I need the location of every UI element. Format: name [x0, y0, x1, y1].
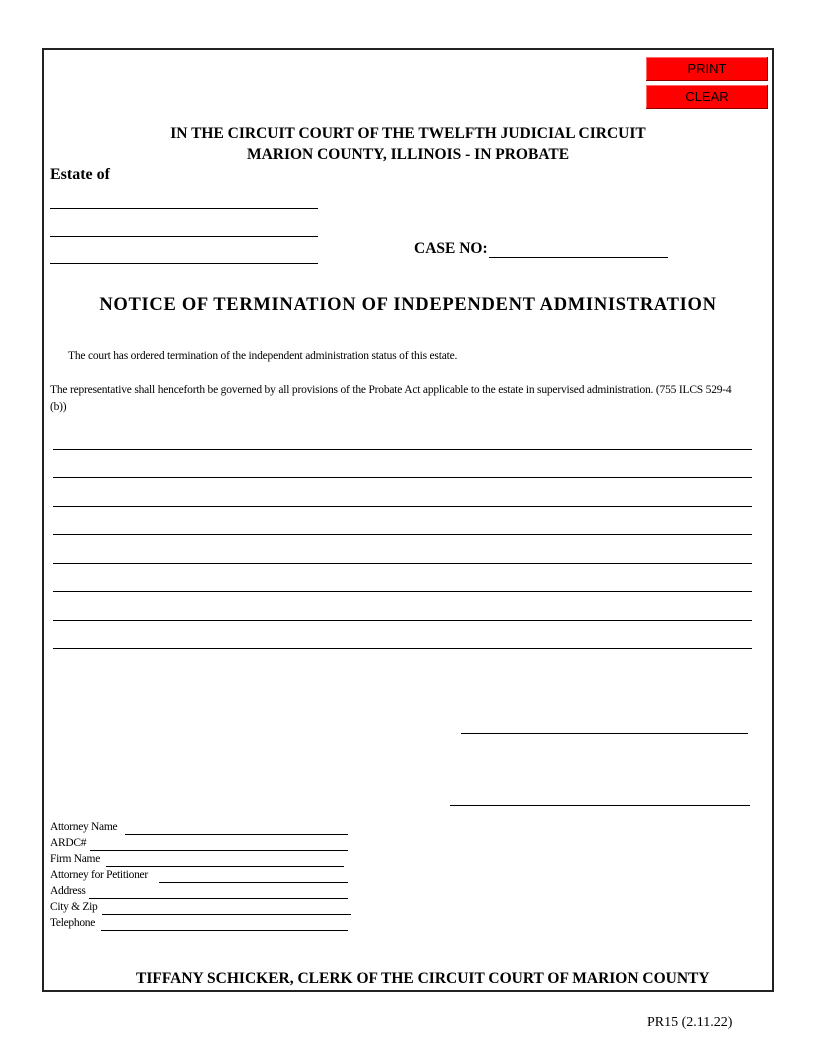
court-header-line2: MARION COUNTY, ILLINOIS - IN PROBATE: [246, 146, 570, 163]
remarks-line-4[interactable]: [53, 534, 752, 535]
attorney-name-label: Attorney Name: [50, 821, 118, 833]
court-header-line1: IN THE CIRCUIT COURT OF THE TWELFTH JUDICIAL CIRCUIT: [170, 125, 646, 142]
address-label: Address: [50, 885, 86, 897]
city-zip-field[interactable]: [102, 914, 351, 915]
attorney-name-field[interactable]: [125, 834, 348, 835]
clear-button[interactable]: CLEAR: [646, 85, 768, 109]
remarks-line-2[interactable]: [53, 477, 752, 478]
form-number: PR15 (2.11.22): [647, 1015, 733, 1030]
case-number-field[interactable]: [489, 257, 668, 258]
print-button[interactable]: PRINT: [646, 57, 768, 81]
firm-name-label: Firm Name: [50, 853, 100, 865]
body-paragraph-2: The representative shall henceforth be governed by all provisions of the Probate Act applicable to the estate in supervised administration. (755 ILCS 529-4 (b)): [50, 384, 732, 413]
case-number-label: CASE NO:: [414, 240, 488, 257]
body-paragraph-1: The court has ordered termination of the independent administration status of this estate.: [68, 350, 458, 362]
attorney-for-petitioner-label: Attorney for Petitioner: [50, 869, 148, 881]
remarks-line-8[interactable]: [53, 648, 752, 649]
remarks-line-7[interactable]: [53, 620, 752, 621]
address-field[interactable]: [89, 898, 348, 899]
estate-label: Estate of: [50, 166, 110, 183]
telephone-field[interactable]: [101, 930, 348, 931]
remarks-line-1[interactable]: [53, 449, 752, 450]
firm-name-field[interactable]: [106, 866, 344, 867]
remarks-line-3[interactable]: [53, 506, 752, 507]
ardc-field[interactable]: [90, 850, 348, 851]
estate-name-line-1[interactable]: [50, 208, 318, 209]
telephone-label: Telephone: [50, 917, 96, 929]
clerk-footer: TIFFANY SCHICKER, CLERK OF THE CIRCUIT COURT OF MARION COUNTY: [136, 970, 710, 987]
signature-line-1[interactable]: [461, 733, 748, 734]
estate-name-line-3[interactable]: [50, 263, 318, 264]
remarks-line-5[interactable]: [53, 563, 752, 564]
ardc-label: ARDC#: [50, 837, 87, 849]
attorney-for-petitioner-field[interactable]: [159, 882, 348, 883]
document-title: NOTICE OF TERMINATION OF INDEPENDENT ADMINISTRATION: [99, 295, 717, 315]
city-zip-label: City & Zip: [50, 901, 98, 913]
remarks-line-6[interactable]: [53, 591, 752, 592]
signature-line-2[interactable]: [450, 805, 750, 806]
estate-name-line-2[interactable]: [50, 236, 318, 237]
